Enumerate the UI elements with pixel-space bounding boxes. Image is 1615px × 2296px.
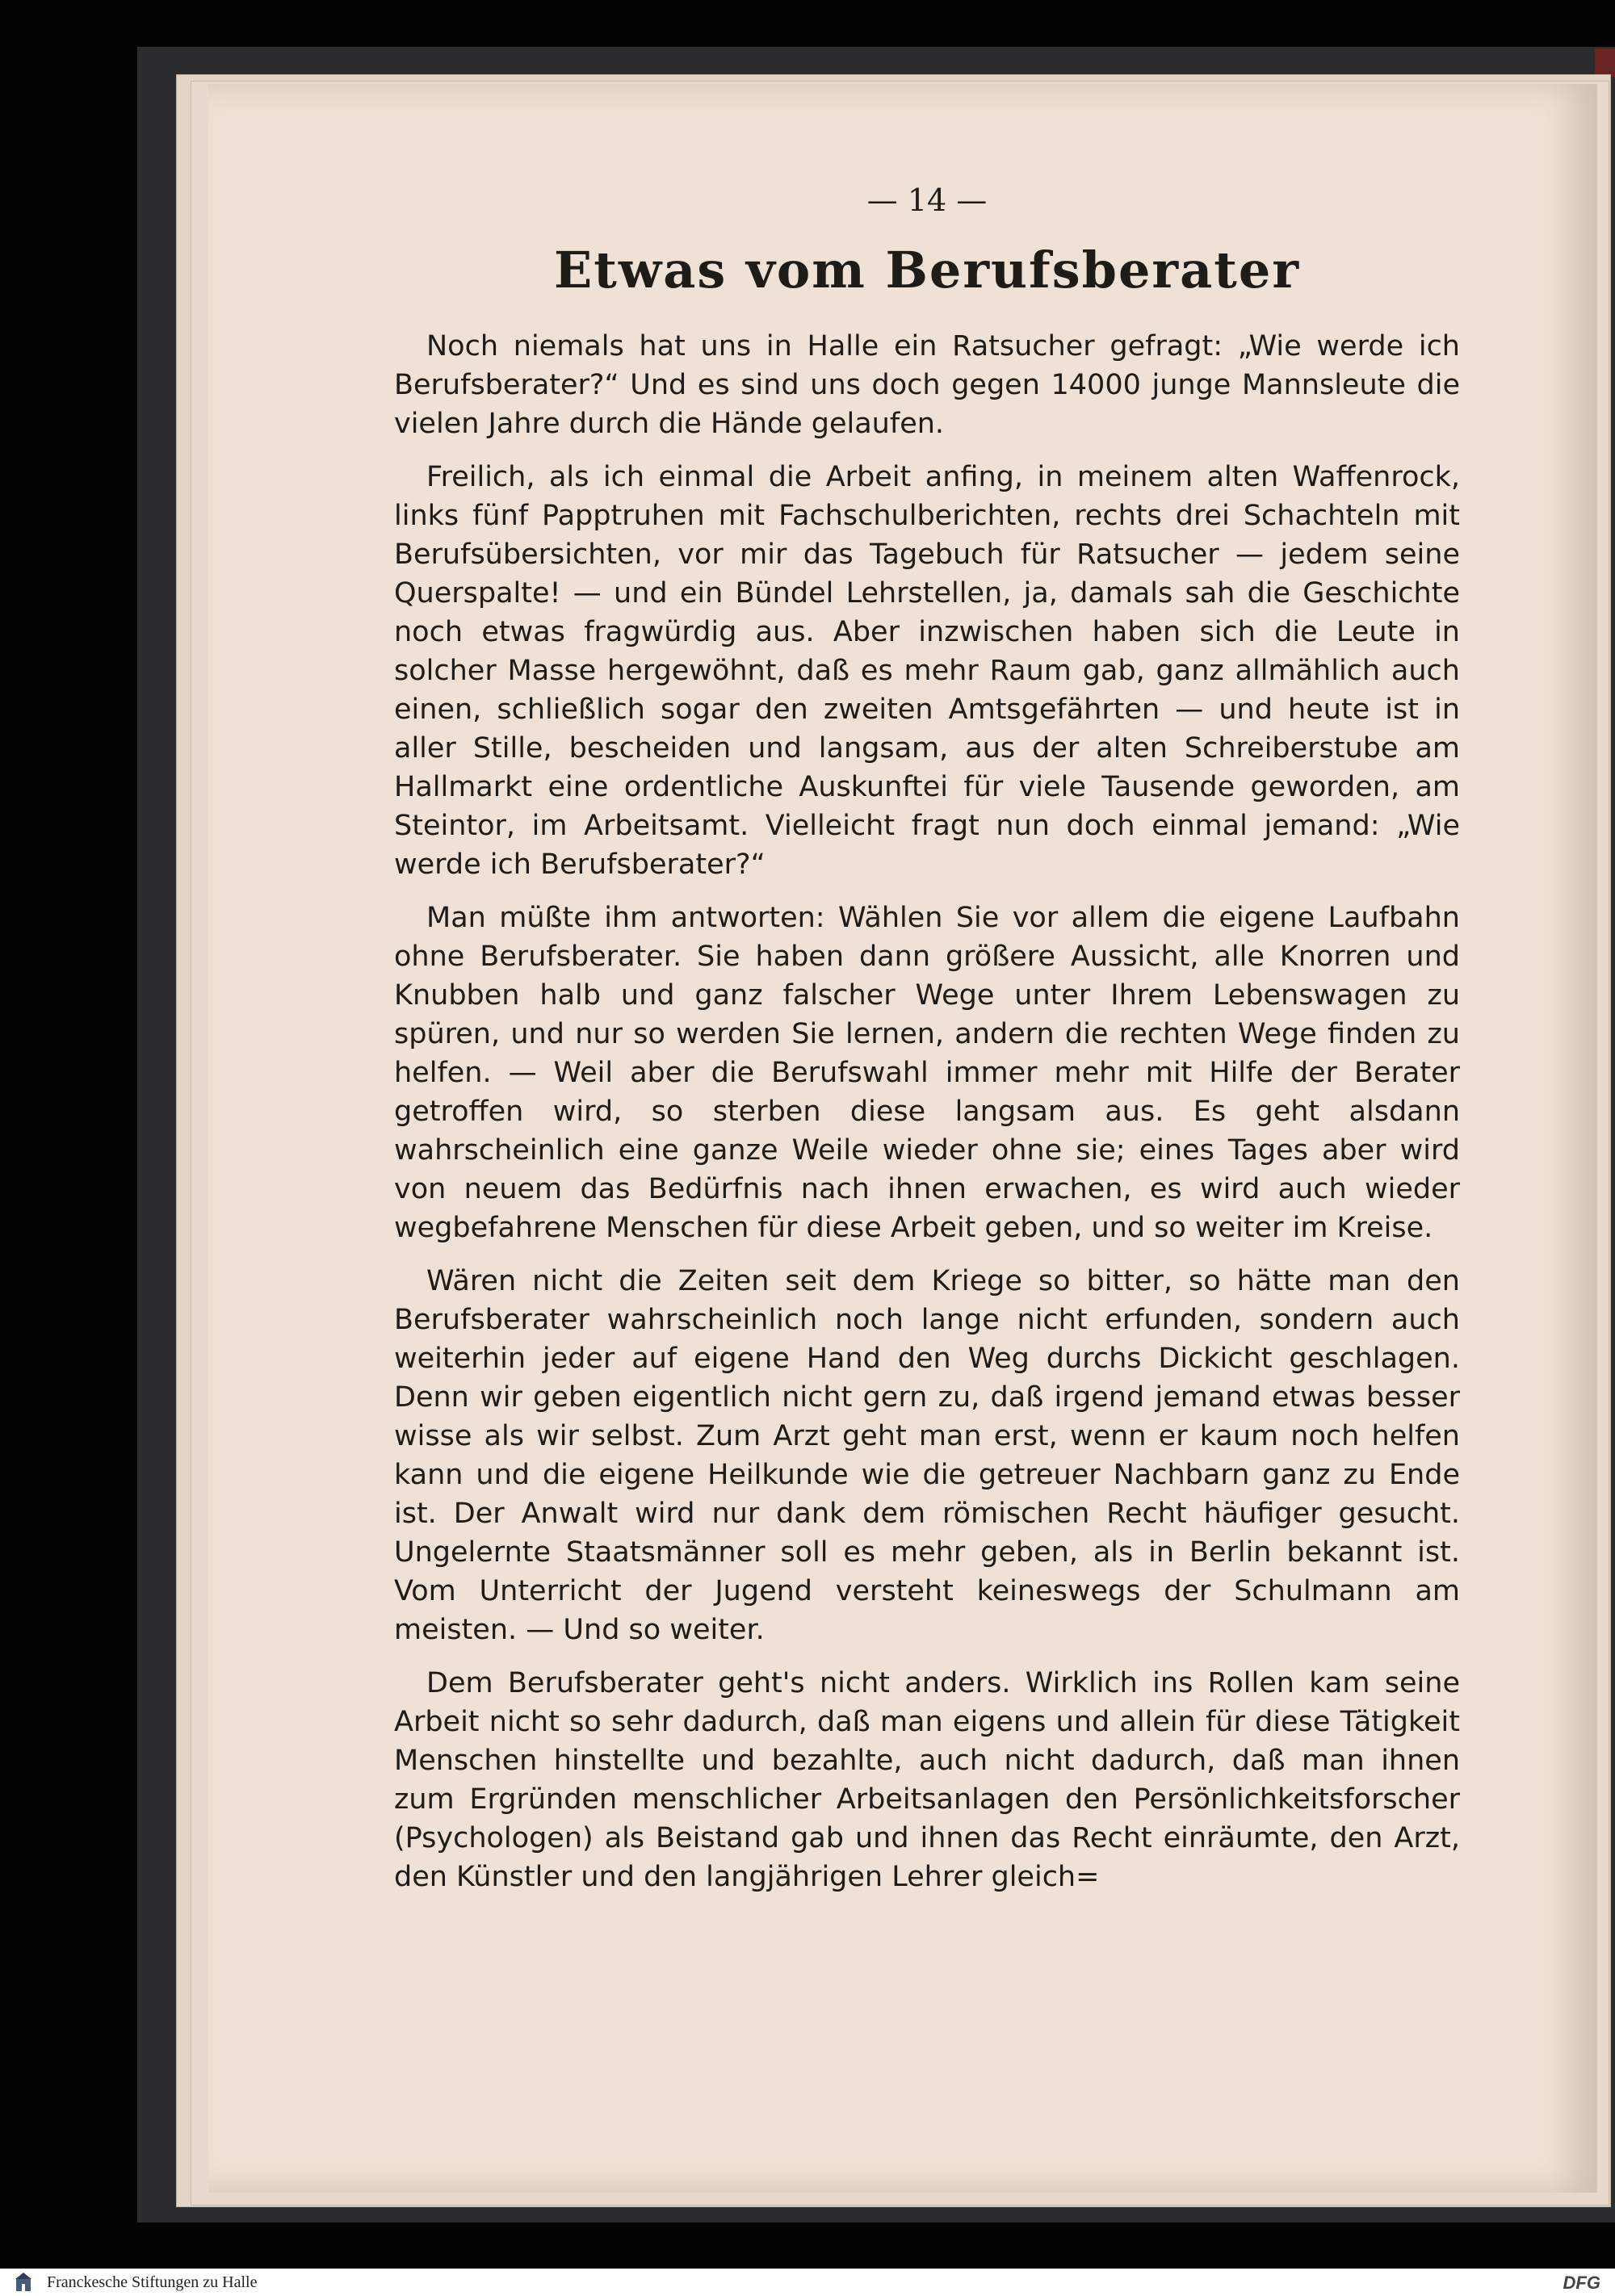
dfg-logo: DFG — [1563, 2273, 1600, 2293]
page-number: — 14 — — [866, 182, 988, 218]
book-ribbon — [1595, 48, 1615, 77]
paragraph-5: Dem Berufsberater geht's nicht anders. Wirklich ins Rollen kam seine Arbeit nicht so sehr dadurch, daß man eigens und allein für diese Tätigkeit Menschen hinstellte und bezahlte, auch nicht dadurch, daß man ihnen zum Ergründen menschlicher Arbeitsanlagen den Persönlichkeitsforscher (Psychologen) als Beistand gab und ihnen das Recht einräumte, den Arzt, den Künstler und den langjährigen Lehrer gleich= — [394, 1667, 1460, 1893]
institution-name: Franckesche Stiftungen zu Halle — [47, 2273, 258, 2291]
paragraph-1: Noch niemals hat uns in Halle ein Ratsucher gefragt: „Wie werde ich Berufsberater?“ Und es sind uns doch gegen 14000 junge Mannsleute die vielen Jahre durch die Hände gelaufen. — [394, 330, 1460, 440]
page-content — [394, 178, 1460, 1911]
paragraph-4: Wären nicht die Zeiten seit dem Kriege so bitter, so hätte man den Berufsberater wahrscheinlich noch lange nicht erfunden, sondern auch weiterhin jeder auf eigene Hand den Weg durchs Dickicht geschlagen. Denn wir geben eigentlich nicht gern zu, daß irgend jemand etwas besser wisse als wir selbst. Zum Arzt geht man erst, wenn er kaum noch helfen kann und die eigene Heilkunde wie die getreuer Nachbarn ganz zu Ende ist. Der Anwalt wird nur dank dem römischen Recht häufiger gesucht. Ungelernte Staatsmänner soll es mehr geben, als in Berlin bekannt ist. Vom Unterricht der Jugend versteht keineswegs der Schulmann am meisten. — Und so weiter. — [394, 1265, 1460, 1646]
institution-logo-icon — [15, 2272, 32, 2293]
page-heading: Etwas vom Berufsberater — [553, 241, 1301, 300]
paragraph-2: Freilich, als ich einmal die Arbeit anfing, in meinem alten Waffenrock, links fünf Papptruhen mit Fachschulberichten, rechts drei Schachteln mit Berufsübersichten, vor mir das Tagebuch für Ratsucher — jedem seine Querspalte! — und ein Bündel Lehrstellen, ja, damals sah die Geschichte noch etwas fragwürdig aus. Aber inzwischen haben sich die Leute in solcher Masse hergewöhnt, daß es mehr Raum gab, ganz allmählich auch einen, schließlich sogar den zweiten Amtsgefährten — und heute ist in aller Stille, bescheiden und langsam, aus der alten Schreiberstube am Hallmarkt eine ordentliche Auskunftei für viele Tausende geworden, am Steintor, im Arbeitsamt. Vielleicht fragt nun doch einmal jemand: „Wie werde ich Berufsberater?“ — [394, 461, 1460, 881]
viewer-footer — [0, 2269, 1615, 2296]
paragraph-3: Man müßte ihm antworten: Wählen Sie vor allem die eigene Laufbahn ohne Berufsberater. Sie haben dann größere Aussicht, alle Knorren und Knubben halb und ganz falscher Wege unter Ihrem Lebenswagen zu spüren, und nur so werden Sie lernen, andern die rechten Wege finden zu helfen. — Weil aber die Berufswahl immer mehr mit Hilfe der Berater getroffen wird, so sterben diese langsam aus. Es geht alsdann wahrscheinlich eine ganze Weile wieder ohne sie; eines Tages aber wird von neuem das Bedürfnis nach ihnen erwachen, es wird auch wieder wegbefahrene Menschen für diese Arbeit geben, und so weiter im Kreise. — [394, 902, 1460, 1244]
